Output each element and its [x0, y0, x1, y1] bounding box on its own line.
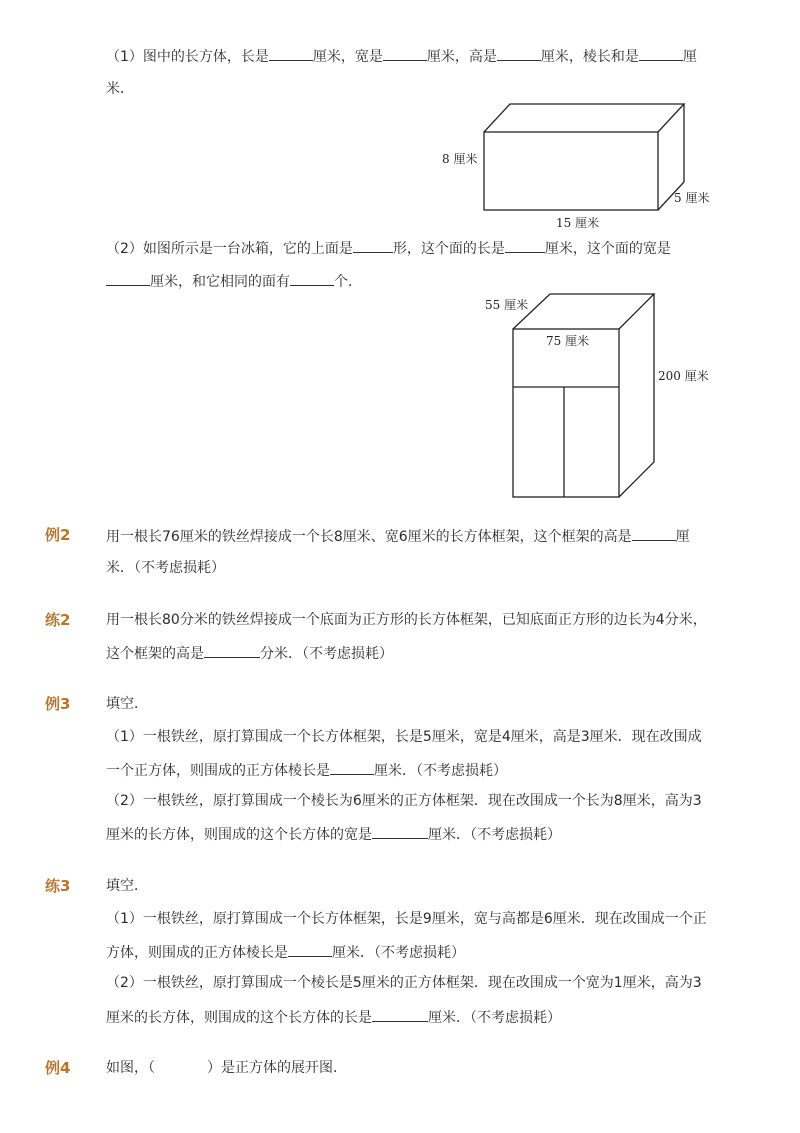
ex3-title: 填空． — [106, 696, 148, 712]
q2-text-4: 厘米，和它相同的面有 — [150, 274, 290, 290]
practice-3-b-line2 — [106, 1006, 561, 1028]
q2-text-3: 厘米，这个面的宽是 — [544, 241, 671, 257]
pr2-text-3: 分米．（不考虑损耗） — [260, 646, 393, 662]
cuboid-height-label: 8 厘米 — [442, 152, 478, 166]
cuboid-top-face — [484, 104, 684, 132]
example-2-line1 — [106, 525, 690, 547]
q1-line1 — [106, 45, 697, 67]
example-4-tag: 例4 — [45, 1059, 71, 1077]
answer-blank[interactable] — [632, 525, 676, 541]
pr3-b3: 厘米．（不考虑损耗） — [428, 1010, 561, 1026]
ex3-a3: 厘米．（不考虑损耗） — [374, 763, 507, 779]
answer-blank[interactable] — [353, 237, 393, 253]
q2-line2 — [106, 270, 362, 292]
answer-blank[interactable] — [372, 823, 428, 839]
fridge-figure — [480, 288, 720, 503]
example-3-title — [106, 694, 148, 714]
answer-blank[interactable] — [106, 270, 150, 286]
example-4-line1 — [106, 1058, 347, 1078]
answer-blank[interactable] — [383, 45, 427, 61]
pr2-text-2: 这个框架的高是 — [106, 646, 204, 662]
answer-blank[interactable] — [269, 45, 313, 61]
practice-2-line2 — [106, 642, 393, 664]
cuboid-front-face — [484, 132, 658, 210]
ex3-a2: 一个正方体，则围成的正方体棱长是 — [106, 763, 330, 779]
ex4-text-1: 如图，（ — [106, 1060, 155, 1076]
q1-text-1: （1）图中的长方体，长是 — [106, 49, 269, 65]
fridge-depth-label: 55 厘米 — [485, 298, 529, 312]
cuboid-figure — [430, 98, 720, 238]
example-3-a-line2 — [106, 759, 507, 781]
practice-3-a-line2 — [106, 941, 465, 963]
q1-text-4: 厘米，棱长和是 — [540, 49, 639, 65]
example-3-b-line2 — [106, 823, 561, 845]
answer-blank[interactable] — [330, 759, 374, 775]
answer-blank[interactable] — [497, 45, 541, 61]
cuboid-length-label: 15 厘米 — [556, 216, 600, 230]
q1-text-6: 米． — [106, 81, 134, 97]
answer-blank[interactable] — [288, 941, 332, 957]
answer-blank[interactable] — [505, 237, 545, 253]
q2-text-5: 个． — [334, 274, 362, 290]
example-3-tag: 例3 — [45, 695, 71, 713]
example-3-a-line1 — [106, 727, 702, 747]
pr2-text-1: 用一根长80分米的铁丝焊接成一个底面为正方形的长方体框架，已知底面正方形的边长为4分米， — [106, 612, 707, 628]
ex2-text-2: 厘 — [675, 529, 690, 545]
q1-text-2: 厘米，宽是 — [312, 49, 383, 65]
pr3-a2: 方体，则围成的正方体棱长是 — [106, 945, 288, 961]
practice-2-tag: 练2 — [45, 611, 71, 629]
fridge-height-label: 200 厘米 — [658, 369, 709, 383]
ex2-text-3: 米．（不考虑损耗） — [106, 560, 225, 576]
practice-3-tag: 练3 — [45, 877, 71, 895]
q2-text-1: （2）如图所示是一台冰箱，它的上面是 — [106, 241, 353, 257]
ex3-b1: （2）一根铁丝，原打算围成一个棱长为6厘米的正方体框架．现在改围成一个长为8厘米，高为3 — [106, 793, 702, 809]
pr3-b2: 厘米的长方体，则围成的这个长方体的长是 — [106, 1010, 372, 1026]
answer-blank[interactable] — [372, 1006, 428, 1022]
practice-2-line1 — [106, 610, 707, 630]
q1-text-5: 厘 — [682, 49, 697, 65]
q1-line2 — [106, 79, 134, 99]
pr3-b1: （2）一根铁丝，原打算围成一个棱长是5厘米的正方体框架．现在改围成一个宽为1厘米，高为3 — [106, 975, 702, 991]
ex4-text-2: ）是正方体的展开图． — [207, 1060, 347, 1076]
q2-text-2: 形，这个面的长是 — [392, 241, 505, 257]
answer-blank[interactable] — [290, 270, 334, 286]
cuboid-depth-label: 5 厘米 — [674, 191, 710, 205]
fridge-top-face — [513, 294, 654, 329]
practice-3-a-line1 — [106, 909, 707, 929]
answer-blank[interactable] — [639, 45, 683, 61]
pr3-a3: 厘米．（不考虑损耗） — [332, 945, 465, 961]
example-2-tag: 例2 — [45, 526, 71, 544]
pr3-a1: （1）一根铁丝，原打算围成一个长方体框架，长是9厘米，宽与高都是6厘米．现在改围成一个正 — [106, 911, 707, 927]
practice-3-title — [106, 876, 148, 896]
ex3-a1: （1）一根铁丝，原打算围成一个长方体框架，长是5厘米，宽是4厘米，高是3厘米．现在改围成 — [106, 729, 702, 745]
ex2-text-1: 用一根长76厘米的铁丝焊接成一个长8厘米、宽6厘米的长方体框架，这个框架的高是 — [106, 529, 632, 545]
fridge-width-label: 75 厘米 — [546, 334, 590, 348]
example-2-line2 — [106, 558, 225, 578]
answer-blank[interactable] — [204, 642, 260, 658]
pr3-title: 填空． — [106, 878, 148, 894]
ex3-b2: 厘米的长方体，则围成的这个长方体的宽是 — [106, 827, 372, 843]
ex3-b3: 厘米．（不考虑损耗） — [428, 827, 561, 843]
q1-text-3: 厘米，高是 — [426, 49, 497, 65]
q2-line1 — [106, 237, 671, 259]
fridge-front-face — [513, 329, 619, 497]
practice-3-b-line1 — [106, 973, 702, 993]
example-3-b-line1 — [106, 791, 702, 811]
